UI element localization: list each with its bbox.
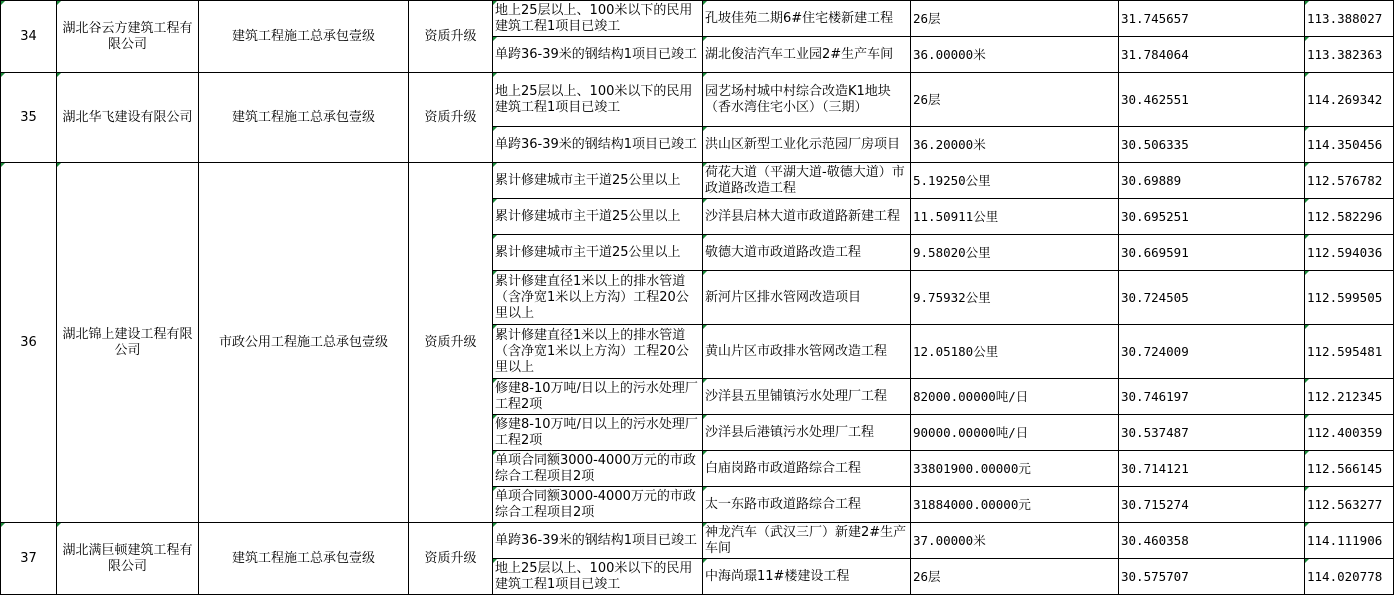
table-row — [1, 1, 1394, 37]
cell-type[interactable]: 资质升级 — [409, 163, 493, 523]
cell-project[interactable]: 新河片区排水管网改造项目 — [703, 271, 911, 325]
cell-no[interactable]: 34 — [1, 1, 57, 73]
cell-longitude[interactable]: 112.576782 — [1305, 163, 1394, 199]
cell-scale[interactable]: 26层 — [911, 73, 1119, 127]
cell-latitude[interactable]: 31.745657 — [1119, 1, 1305, 37]
cell-requirement[interactable]: 单项合同额3000-4000万元的市政综合工程项目2项 — [493, 451, 703, 487]
cell-requirement[interactable]: 累计修建城市主干道25公里以上 — [493, 163, 703, 199]
cell-longitude[interactable]: 112.599505 — [1305, 271, 1394, 325]
cell-scale[interactable]: 90000.00000吨/日 — [911, 415, 1119, 451]
table-row — [1, 163, 1394, 199]
cell-longitude[interactable]: 114.111906 — [1305, 523, 1394, 559]
cell-longitude[interactable]: 114.269342 — [1305, 73, 1394, 127]
cell-requirement[interactable]: 累计修建直径1米以上的排水管道（含净宽1米以上方沟）工程20公里以上 — [493, 271, 703, 325]
cell-type[interactable]: 资质升级 — [409, 73, 493, 163]
cell-type[interactable]: 资质升级 — [409, 1, 493, 73]
cell-latitude[interactable]: 30.714121 — [1119, 451, 1305, 487]
cell-qualification[interactable]: 市政公用工程施工总承包壹级 — [199, 163, 409, 523]
cell-no[interactable]: 35 — [1, 73, 57, 163]
cell-latitude[interactable]: 30.715274 — [1119, 487, 1305, 523]
cell-scale[interactable]: 31884000.00000元 — [911, 487, 1119, 523]
cell-qualification[interactable]: 建筑工程施工总承包壹级 — [199, 1, 409, 73]
cell-requirement[interactable]: 地上25层以上、100米以下的民用建筑工程1项目已竣工 — [493, 73, 703, 127]
cell-project[interactable]: 黄山片区市政排水管网改造工程 — [703, 325, 911, 379]
cell-project[interactable]: 荷花大道（平湖大道-敬德大道）市政道路改造工程 — [703, 163, 911, 199]
cell-latitude[interactable]: 30.695251 — [1119, 199, 1305, 235]
cell-project[interactable]: 敬德大道市政道路改造工程 — [703, 235, 911, 271]
cell-longitude[interactable]: 112.582296 — [1305, 199, 1394, 235]
cell-latitude[interactable]: 30.669591 — [1119, 235, 1305, 271]
cell-requirement[interactable]: 单跨36-39米的钢结构1项目已竣工 — [493, 37, 703, 73]
cell-scale[interactable]: 36.20000米 — [911, 127, 1119, 163]
cell-scale[interactable]: 26层 — [911, 559, 1119, 595]
cell-requirement[interactable]: 地上25层以上、100米以下的民用建筑工程1项目已竣工 — [493, 1, 703, 37]
cell-longitude[interactable]: 112.400359 — [1305, 415, 1394, 451]
cell-scale[interactable]: 82000.00000吨/日 — [911, 379, 1119, 415]
cell-requirement[interactable]: 修建8-10万吨/日以上的污水处理厂工程2项 — [493, 379, 703, 415]
cell-requirement[interactable]: 累计修建城市主干道25公里以上 — [493, 199, 703, 235]
cell-type[interactable]: 资质升级 — [409, 523, 493, 595]
cell-no[interactable]: 36 — [1, 163, 57, 523]
cell-scale[interactable]: 36.00000米 — [911, 37, 1119, 73]
table-row — [1, 523, 1394, 559]
cell-latitude[interactable]: 30.69889 — [1119, 163, 1305, 199]
cell-latitude[interactable]: 30.537487 — [1119, 415, 1305, 451]
cell-scale[interactable]: 11.50911公里 — [911, 199, 1119, 235]
cell-requirement[interactable]: 累计修建直径1米以上的排水管道（含净宽1米以上方沟）工程20公里以上 — [493, 325, 703, 379]
cell-project[interactable]: 园艺场村城中村综合改造K1地块（香水湾住宅小区）（三期） — [703, 73, 911, 127]
table-row — [1, 73, 1394, 127]
cell-qualification[interactable]: 建筑工程施工总承包壹级 — [199, 73, 409, 163]
cell-longitude[interactable]: 112.212345 — [1305, 379, 1394, 415]
cell-latitude[interactable]: 30.460358 — [1119, 523, 1305, 559]
cell-latitude[interactable]: 30.746197 — [1119, 379, 1305, 415]
cell-requirement[interactable]: 修建8-10万吨/日以上的污水处理厂工程2项 — [493, 415, 703, 451]
cell-longitude[interactable]: 112.595481 — [1305, 325, 1394, 379]
cell-company[interactable]: 湖北锦上建设工程有限公司 — [57, 163, 199, 523]
cell-qualification[interactable]: 建筑工程施工总承包壹级 — [199, 523, 409, 595]
cell-longitude[interactable]: 114.020778 — [1305, 559, 1394, 595]
cell-company[interactable]: 湖北华飞建设有限公司 — [57, 73, 199, 163]
cell-latitude[interactable]: 30.462551 — [1119, 73, 1305, 127]
cell-latitude[interactable]: 30.506335 — [1119, 127, 1305, 163]
cell-project[interactable]: 中海尚璟11#楼建设工程 — [703, 559, 911, 595]
cell-longitude[interactable]: 112.566145 — [1305, 451, 1394, 487]
cell-requirement[interactable]: 单跨36-39米的钢结构1项目已竣工 — [493, 523, 703, 559]
cell-longitude[interactable]: 112.563277 — [1305, 487, 1394, 523]
cell-requirement[interactable]: 地上25层以上、100米以下的民用建筑工程1项目已竣工 — [493, 559, 703, 595]
cell-longitude[interactable]: 113.388027 — [1305, 1, 1394, 37]
cell-project[interactable]: 湖北俊洁汽车工业园2#生产车间 — [703, 37, 911, 73]
cell-scale[interactable]: 37.00000米 — [911, 523, 1119, 559]
cell-scale[interactable]: 26层 — [911, 1, 1119, 37]
cell-project[interactable]: 沙洋县启林大道市政道路新建工程 — [703, 199, 911, 235]
cell-latitude[interactable]: 31.784064 — [1119, 37, 1305, 73]
cell-project[interactable]: 太一东路市政道路综合工程 — [703, 487, 911, 523]
cell-company[interactable]: 湖北谷云方建筑工程有限公司 — [57, 1, 199, 73]
cell-project[interactable]: 神龙汽车（武汉三厂）新建2#生产车间 — [703, 523, 911, 559]
cell-project[interactable]: 沙洋县后港镇污水处理厂工程 — [703, 415, 911, 451]
cell-longitude[interactable]: 114.350456 — [1305, 127, 1394, 163]
cell-scale[interactable]: 9.75932公里 — [911, 271, 1119, 325]
cell-project[interactable]: 白庙岗路市政道路综合工程 — [703, 451, 911, 487]
cell-latitude[interactable]: 30.575707 — [1119, 559, 1305, 595]
cell-longitude[interactable]: 112.594036 — [1305, 235, 1394, 271]
cell-project[interactable]: 沙洋县五里铺镇污水处理厂工程 — [703, 379, 911, 415]
cell-no[interactable]: 37 — [1, 523, 57, 595]
cell-requirement[interactable]: 单跨36-39米的钢结构1项目已竣工 — [493, 127, 703, 163]
cell-company[interactable]: 湖北满巨顿建筑工程有限公司 — [57, 523, 199, 595]
cell-latitude[interactable]: 30.724505 — [1119, 271, 1305, 325]
cell-scale[interactable]: 33801900.00000元 — [911, 451, 1119, 487]
cell-longitude[interactable]: 113.382363 — [1305, 37, 1394, 73]
cell-project[interactable]: 洪山区新型工业化示范园厂房项目 — [703, 127, 911, 163]
cell-scale[interactable]: 12.05180公里 — [911, 325, 1119, 379]
cell-latitude[interactable]: 30.724009 — [1119, 325, 1305, 379]
cell-project[interactable]: 孔坡佳苑二期6#住宅楼新建工程 — [703, 1, 911, 37]
cell-scale[interactable]: 5.19250公里 — [911, 163, 1119, 199]
cell-scale[interactable]: 9.58020公里 — [911, 235, 1119, 271]
cell-requirement[interactable]: 单项合同额3000-4000万元的市政综合工程项目2项 — [493, 487, 703, 523]
cell-requirement[interactable]: 累计修建城市主干道25公里以上 — [493, 235, 703, 271]
